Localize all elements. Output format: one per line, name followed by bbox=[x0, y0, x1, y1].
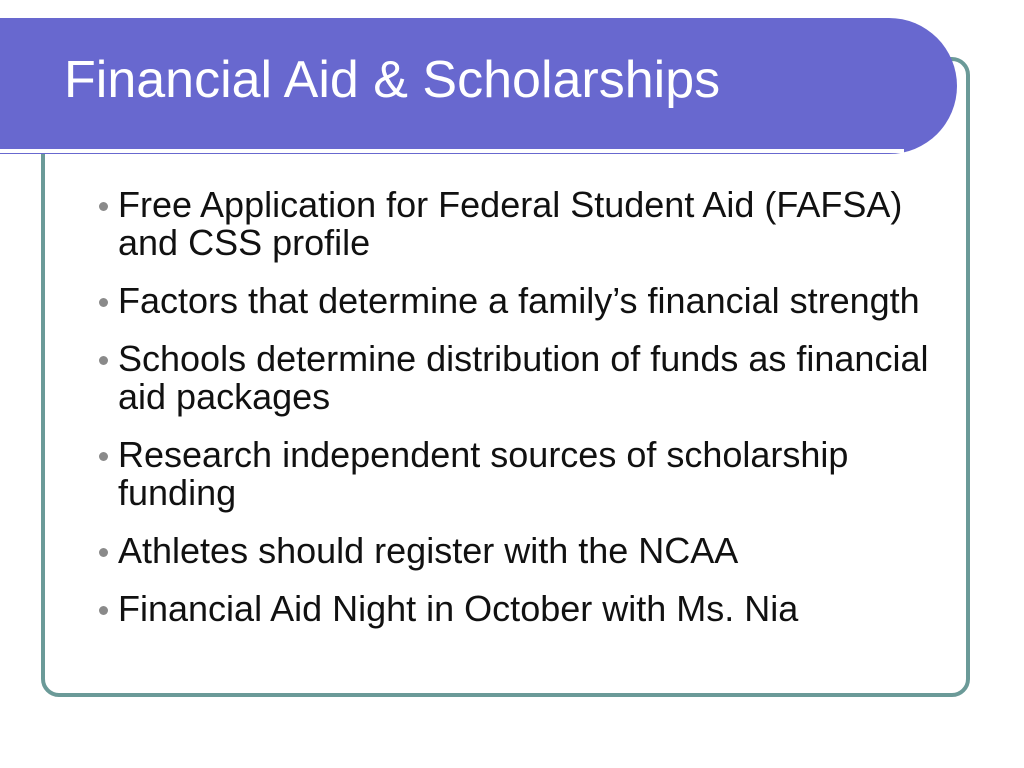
bullet-text: Research independent sources of scholarship funding bbox=[118, 434, 849, 513]
bullet-text: Financial Aid Night in October with Ms. Nia bbox=[118, 588, 799, 629]
bullet-dot-icon bbox=[99, 298, 108, 307]
bullet-item bbox=[99, 532, 959, 570]
bullet-dot-icon bbox=[99, 548, 108, 557]
bullet-dot-icon bbox=[99, 606, 108, 615]
bullet-text: Schools determine distribution of funds as financial aid packages bbox=[118, 338, 929, 417]
bullet-text: Factors that determine a family’s financial strength bbox=[118, 280, 920, 321]
bullet-item bbox=[99, 282, 959, 320]
bullet-text: Athletes should register with the NCAA bbox=[118, 530, 739, 571]
bullet-item bbox=[99, 590, 959, 628]
bullet-item bbox=[99, 186, 959, 262]
bullet-dot-icon bbox=[99, 356, 108, 365]
title-underline bbox=[0, 149, 904, 153]
bullet-dot-icon bbox=[99, 452, 108, 461]
bullet-item bbox=[99, 340, 959, 416]
bullet-text: Free Application for Federal Student Aid (FAFSA) and CSS profile bbox=[118, 184, 903, 263]
bullet-list bbox=[99, 186, 959, 648]
slide-title: Financial Aid & Scholarships bbox=[64, 51, 721, 109]
bullet-dot-icon bbox=[99, 202, 108, 211]
bullet-item bbox=[99, 436, 959, 512]
